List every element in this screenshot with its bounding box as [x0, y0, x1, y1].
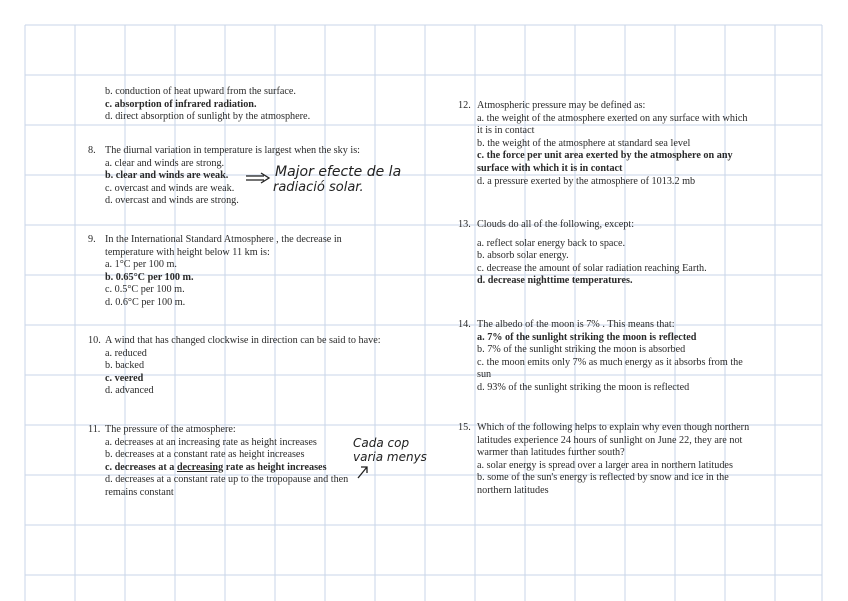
- q10-stem: 10. A wind that has changed clockwise in direction can be said to have:: [88, 335, 381, 346]
- q13-option-a: a. reflect solar energy back to space.: [477, 237, 626, 249]
- question-7-tail: [88, 86, 433, 124]
- q15-option-a: a. solar energy is spread over a larger area in northern latitudes: [477, 459, 733, 471]
- q12-option-c-2: surface with which it is in contact: [477, 162, 623, 174]
- q8-option-d: d. overcast and winds are strong.: [105, 195, 239, 207]
- q14-option-a: a. 7% of the sunlight striking the moon is reflected: [477, 331, 697, 343]
- handwritten-note-q11-line-2: varia menys: [353, 450, 427, 464]
- q15-stem-1: 15. Which of the following helps to explain why even though northern: [458, 422, 750, 433]
- q12-stem: 12. Atmospheric pressure may be defined as:: [458, 100, 646, 111]
- q10-option-c: c. veered: [105, 372, 144, 384]
- q14-stem: 14. The albedo of the moon is 7% . This means that:: [458, 319, 675, 330]
- q8-stem: 8. The diurnal variation in temperature is largest when the sky is:: [88, 145, 360, 156]
- handwritten-arrow-icon: [244, 172, 272, 184]
- handwritten-up-arrow-icon: [354, 464, 372, 480]
- q11-option-d-1: d. decreases at a constant rate up to the tropopause and then: [105, 474, 349, 486]
- q12-option-c-1: c. the force per unit area exerted by the atmosphere on any: [477, 150, 733, 162]
- q9-stem-2: temperature with height below 11 km is:: [105, 246, 270, 258]
- q9-option-c: c. 0.5°C per 100 m.: [105, 284, 185, 296]
- q13-option-d: d. decrease nighttime temperatures.: [477, 275, 633, 287]
- q8-option-a: a. clear and winds are strong.: [105, 157, 225, 169]
- handwritten-note-q8-line-1: Major efecte de la: [275, 164, 402, 180]
- q11-option-d-2: remains constant: [105, 486, 174, 498]
- q14-option-b: b. 7% of the sunlight striking the moon is absorbed: [477, 344, 686, 356]
- q7-option-c: c. absorption of infrared radiation.: [105, 98, 257, 110]
- question-14: [458, 319, 788, 395]
- handwritten-note-q8-line-2: radiació solar.: [273, 180, 364, 195]
- q15-stem-2: latitudes experience 24 hours of sunlight on June 22, they are not: [477, 434, 743, 446]
- q15-option-b-2: northern latitudes: [477, 484, 549, 496]
- q12-option-a-1: a. the weight of the atmosphere exerted on any surface with which: [477, 112, 748, 124]
- question-15: [458, 422, 788, 498]
- q10-option-a: a. reduced: [105, 347, 147, 359]
- q12-option-a-2: it is in contact: [477, 125, 535, 137]
- q14-option-c-2: sun: [477, 369, 492, 381]
- q9-option-b: b. 0.65°C per 100 m.: [105, 271, 194, 283]
- q12-option-d: d. a pressure exerted by the atmosphere of 1013.2 mb: [477, 175, 696, 187]
- q13-option-b: b. absorb solar energy.: [477, 250, 569, 262]
- q13-stem: 13. Clouds do all of the following, except:: [458, 219, 635, 230]
- q9-stem-1: 9. In the International Standard Atmosphere , the decrease in: [88, 234, 342, 245]
- question-9: [88, 234, 433, 310]
- q11-option-a: a. decreases at an increasing rate as height increases: [105, 436, 317, 448]
- q11-option-b: b. decreases at a constant rate as height increases: [105, 449, 305, 461]
- q11-option-c: c. decreases at a decreasing rate as height increases: [105, 461, 327, 473]
- q15-option-b-1: b. some of the sun's energy is reflected by snow and ice in the: [477, 472, 729, 484]
- q9-option-d: d. 0.6°C per 100 m.: [105, 296, 186, 308]
- question-13: [458, 219, 788, 288]
- q14-option-c-1: c. the moon emits only 7% as much energy as it absorbs from the: [477, 356, 743, 368]
- handwritten-note-q11-line-1: Cada cop: [353, 436, 410, 450]
- q8-option-c: c. overcast and winds are weak.: [105, 182, 235, 194]
- q10-option-d: d. advanced: [105, 385, 154, 397]
- question-10: [88, 335, 433, 398]
- q9-option-a: a. 1°C per 100 m.: [105, 259, 177, 271]
- question-12: [458, 100, 788, 188]
- q11-stem: 11. The pressure of the atmosphere:: [88, 424, 236, 435]
- q12-option-b: b. the weight of the atmosphere at standard sea level: [477, 137, 691, 149]
- q14-option-d: d. 93% of the sunlight striking the moon is reflected: [477, 381, 690, 393]
- q10-option-b: b. backed: [105, 360, 145, 372]
- q7-option-d: d. direct absorption of sunlight by the atmosphere.: [105, 111, 311, 123]
- q15-stem-3: warmer than latitudes further south?: [477, 447, 625, 459]
- q7-option-b: b. conduction of heat upward from the surface.: [105, 86, 296, 97]
- q13-option-c: c. decrease the amount of solar radiation reaching Earth.: [477, 262, 707, 274]
- q8-option-b: b. clear and winds are weak.: [105, 170, 229, 182]
